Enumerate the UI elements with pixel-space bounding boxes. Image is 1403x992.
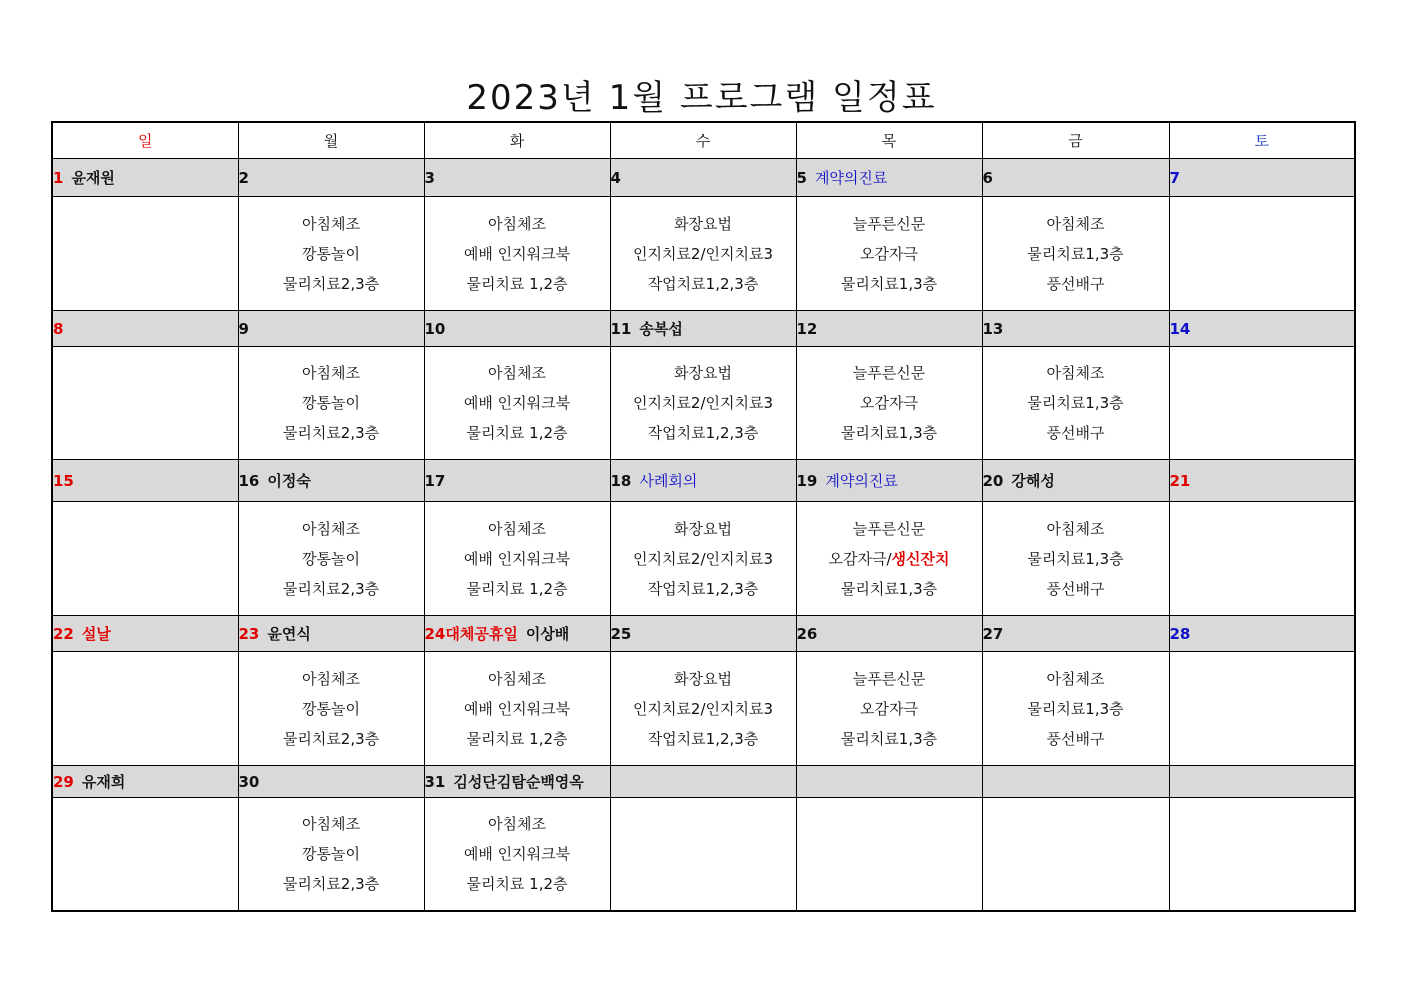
date-note: 이상배 — [525, 625, 570, 643]
activity-cell — [52, 798, 238, 912]
date-note: 사례회의 — [639, 472, 698, 490]
date-cell — [238, 616, 424, 652]
date-cell — [610, 766, 796, 798]
date-cell — [796, 311, 982, 347]
weekday-sun: 일 — [52, 122, 238, 159]
activity-item — [611, 664, 796, 694]
activity-item — [425, 694, 610, 724]
date-number: 3 — [424, 168, 435, 187]
activity-text: 풍선배구 — [1046, 729, 1105, 748]
activity-text: 화장요법 — [674, 669, 732, 688]
activity-item — [797, 358, 982, 388]
activity-item — [611, 239, 796, 269]
activity-item — [983, 724, 1169, 754]
date-cell — [796, 766, 982, 798]
activity-text: 예배 인지워크북 — [463, 394, 571, 412]
date-number: 17 — [424, 471, 446, 490]
birthday-party-label: 생신잔치 — [891, 549, 950, 568]
activity-item — [797, 724, 982, 754]
activity-item — [797, 388, 982, 418]
activity-item — [611, 574, 796, 604]
activity-text: 깡통놀이 — [302, 845, 360, 863]
activity-text: 아침체조 — [488, 364, 546, 382]
activity-item — [239, 694, 424, 724]
activity-text: 예배 인지워크북 — [463, 549, 571, 568]
activity-text: 아침체조 — [302, 669, 360, 688]
activity-item — [797, 664, 982, 694]
activity-text: 물리치료2,3층 — [282, 875, 380, 893]
activity-text: 풍선배구 — [1046, 274, 1105, 293]
activity-text: 아침체조 — [302, 519, 360, 538]
activity-item — [425, 209, 610, 239]
activity-cell — [238, 652, 424, 766]
weekday-fri: 금 — [982, 122, 1169, 159]
activity-text: 물리치료 1,2층 — [466, 729, 568, 748]
activity-item — [983, 694, 1169, 724]
date-number: 7 — [1169, 168, 1180, 187]
schedule-table — [51, 121, 1356, 912]
activity-item — [425, 809, 610, 839]
date-note: 계약의진료 — [825, 472, 898, 490]
activity-item — [425, 664, 610, 694]
activity-item — [983, 209, 1169, 239]
activity-item — [797, 209, 982, 239]
date-cell — [982, 159, 1169, 197]
date-number: 15 — [53, 471, 74, 490]
activity-cell — [796, 502, 982, 616]
date-cell — [982, 311, 1169, 347]
date-number: 13 — [982, 319, 1004, 338]
activity-text: 물리치료 1,2층 — [466, 424, 568, 442]
date-number: 8 — [53, 319, 64, 338]
activity-item — [239, 839, 424, 869]
activity-text: 깡통놀이 — [302, 699, 360, 718]
activity-cell — [796, 197, 982, 311]
date-number: 26 — [796, 624, 818, 643]
activity-cell — [52, 502, 238, 616]
date-number: 31 — [424, 773, 446, 791]
activity-text: 예배 인지워크북 — [463, 699, 571, 718]
activity-text: 늘푸른신문 — [852, 214, 926, 233]
date-number: 28 — [1169, 624, 1191, 643]
activity-cell — [1169, 347, 1355, 460]
activity-item — [611, 694, 796, 724]
activity-row — [52, 197, 1355, 311]
activity-text: 깡통놀이 — [302, 549, 360, 568]
weekday-header-row — [52, 122, 1355, 159]
date-cell — [610, 460, 796, 502]
date-cell — [52, 616, 238, 652]
date-note: 이정숙 — [267, 472, 311, 490]
date-cell — [424, 766, 610, 798]
weekday-sat: 토 — [1169, 122, 1355, 159]
date-note: 계약의진료 — [814, 169, 888, 187]
date-number: 12 — [796, 319, 818, 338]
weekday-thu: 목 — [796, 122, 982, 159]
activity-text: 물리치료 1,2층 — [466, 274, 568, 293]
activity-cell — [610, 197, 796, 311]
date-cell — [610, 311, 796, 347]
date-number: 10 — [424, 319, 446, 338]
date-number: 2 — [238, 168, 249, 187]
activity-text: 물리치료1,3층 — [1027, 549, 1124, 568]
date-cell — [796, 159, 982, 197]
activity-text: 아침체조 — [488, 214, 546, 233]
date-row — [52, 311, 1355, 347]
activity-item — [239, 239, 424, 269]
activity-text: 화장요법 — [674, 214, 732, 233]
date-row — [52, 460, 1355, 502]
activity-item — [611, 724, 796, 754]
activity-text: 아침체조 — [488, 815, 546, 833]
date-row — [52, 766, 1355, 798]
activity-item — [425, 724, 610, 754]
activity-cell — [982, 347, 1169, 460]
activity-cell — [424, 347, 610, 460]
activity-item — [239, 418, 424, 448]
date-cell — [52, 311, 238, 347]
activity-text: 인지치료2/인지치료3 — [632, 549, 774, 568]
activity-item — [797, 514, 982, 544]
activity-text: 오감자극 — [860, 394, 918, 412]
date-cell — [238, 460, 424, 502]
activity-item — [983, 269, 1169, 299]
activity-text: 물리치료1,3층 — [1027, 699, 1124, 718]
date-cell — [424, 311, 610, 347]
activity-text: 물리치료2,3층 — [282, 424, 380, 442]
activity-text: 작업치료1,2,3층 — [647, 729, 759, 748]
activity-text: 물리치료1,3층 — [840, 729, 938, 748]
activity-cell — [238, 502, 424, 616]
activity-text: 아침체조 — [488, 519, 546, 538]
activity-cell — [610, 347, 796, 460]
date-cell — [982, 460, 1169, 502]
activity-item — [797, 418, 982, 448]
activity-text: 오감자극 — [860, 244, 918, 263]
activity-cell — [1169, 798, 1355, 912]
activity-cell — [982, 798, 1169, 912]
activity-text: 인지치료2/인지치료3 — [632, 244, 774, 263]
activity-item — [611, 544, 796, 574]
activity-row — [52, 798, 1355, 912]
date-row — [52, 159, 1355, 197]
activity-text: 오감자극/ — [828, 549, 892, 568]
activity-item — [425, 388, 610, 418]
activity-text: 작업치료1,2,3층 — [647, 424, 759, 442]
activity-row — [52, 347, 1355, 460]
activity-item — [425, 514, 610, 544]
activity-item — [239, 514, 424, 544]
activity-item — [797, 239, 982, 269]
activity-text: 아침체조 — [302, 364, 360, 382]
activity-item — [983, 574, 1169, 604]
activity-item — [425, 869, 610, 899]
activity-text: 늘푸른신문 — [852, 364, 926, 382]
activity-cell — [238, 798, 424, 912]
date-number: 14 — [1169, 319, 1191, 338]
activity-text: 오감자극 — [860, 699, 918, 718]
activity-text: 물리치료2,3층 — [282, 729, 380, 748]
activity-cell — [1169, 652, 1355, 766]
activity-item — [611, 514, 796, 544]
date-cell — [982, 766, 1169, 798]
activity-text: 깡통놀이 — [302, 394, 360, 412]
activity-item — [797, 544, 982, 574]
activity-text: 예배 인지워크북 — [463, 845, 571, 863]
weekday-wed: 수 — [610, 122, 796, 159]
date-number: 23 — [238, 625, 260, 643]
activity-item — [983, 544, 1169, 574]
date-number: 9 — [238, 319, 249, 338]
date-number: 29 — [53, 773, 74, 791]
date-number: 30 — [238, 772, 260, 791]
activity-item — [239, 388, 424, 418]
activity-cell — [796, 798, 982, 912]
activity-cell — [982, 502, 1169, 616]
activity-text: 풍선배구 — [1046, 579, 1105, 598]
date-number: 22 — [53, 625, 74, 643]
date-cell — [424, 460, 610, 502]
activity-item — [425, 544, 610, 574]
date-number: 25 — [610, 624, 632, 643]
activity-item — [611, 358, 796, 388]
activity-text: 물리치료1,3층 — [840, 579, 938, 598]
date-note: 윤재원 — [71, 169, 115, 187]
date-cell — [610, 616, 796, 652]
date-note: 강해성 — [1011, 472, 1055, 490]
activity-text: 아침체조 — [1046, 214, 1105, 233]
activity-cell — [796, 347, 982, 460]
activity-cell — [52, 652, 238, 766]
date-cell — [796, 616, 982, 652]
activity-item — [239, 869, 424, 899]
activity-cell — [1169, 197, 1355, 311]
activity-cell — [610, 502, 796, 616]
date-number: 27 — [982, 624, 1004, 643]
activity-item — [797, 269, 982, 299]
activity-text: 아침체조 — [302, 214, 360, 233]
activity-item — [425, 839, 610, 869]
activity-cell — [610, 652, 796, 766]
activity-text: 풍선배구 — [1046, 424, 1105, 442]
activity-text: 화장요법 — [674, 519, 732, 538]
activity-text: 물리치료2,3층 — [282, 274, 380, 293]
activity-text: 깡통놀이 — [302, 244, 360, 263]
activity-cell — [1169, 502, 1355, 616]
activity-text: 물리치료1,3층 — [840, 424, 938, 442]
activity-text: 작업치료1,2,3층 — [647, 274, 759, 293]
activity-cell — [982, 197, 1169, 311]
date-number: 11 — [610, 320, 632, 338]
activity-text: 물리치료 1,2층 — [466, 579, 568, 598]
date-cell — [1169, 460, 1355, 502]
activity-text: 물리치료1,3층 — [1027, 244, 1124, 263]
activity-item — [239, 358, 424, 388]
activity-item — [425, 358, 610, 388]
activity-item — [239, 544, 424, 574]
date-note: 설날 — [81, 625, 111, 643]
activity-item — [983, 388, 1169, 418]
date-number: 20 — [982, 472, 1004, 490]
activity-item — [239, 809, 424, 839]
activity-cell — [238, 347, 424, 460]
activity-item — [983, 514, 1169, 544]
activity-item — [611, 269, 796, 299]
activity-item — [611, 388, 796, 418]
date-cell — [238, 766, 424, 798]
activity-text: 아침체조 — [488, 669, 546, 688]
activity-cell — [238, 197, 424, 311]
activity-item — [983, 358, 1169, 388]
activity-row — [52, 502, 1355, 616]
date-cell — [1169, 766, 1355, 798]
activity-cell — [52, 347, 238, 460]
activity-text: 인지치료2/인지치료3 — [632, 394, 774, 412]
date-note: 김성단김탐순백영옥 — [453, 773, 584, 791]
activity-text: 아침체조 — [1046, 519, 1105, 538]
date-note: 윤연식 — [267, 625, 311, 643]
activity-text: 늘푸른신문 — [852, 669, 926, 688]
activity-item — [425, 574, 610, 604]
activity-text: 물리치료 1,2층 — [466, 875, 568, 893]
activity-cell — [796, 652, 982, 766]
date-cell — [610, 159, 796, 197]
activity-item — [239, 209, 424, 239]
activity-text: 작업치료1,2,3층 — [647, 579, 759, 598]
activity-text: 물리치료1,3층 — [1027, 394, 1124, 412]
date-cell — [982, 616, 1169, 652]
date-number: 6 — [982, 168, 993, 187]
activity-text: 늘푸른신문 — [852, 519, 926, 538]
date-number: 16 — [238, 472, 260, 490]
date-cell — [1169, 616, 1355, 652]
activity-text: 아침체조 — [302, 815, 360, 833]
date-number: 24대체공휴일 — [424, 625, 518, 643]
date-number: 21 — [1169, 471, 1191, 490]
weekday-mon: 월 — [238, 122, 424, 159]
activity-item — [239, 269, 424, 299]
activity-cell — [982, 652, 1169, 766]
activity-text: 화장요법 — [674, 364, 732, 382]
activity-item — [239, 574, 424, 604]
activity-text: 인지치료2/인지치료3 — [632, 699, 774, 718]
date-number: 19 — [796, 472, 818, 490]
date-cell — [238, 311, 424, 347]
date-row — [52, 616, 1355, 652]
activity-cell — [424, 652, 610, 766]
activity-cell — [424, 502, 610, 616]
page-title: 2023년 1월 프로그램 일정표 — [466, 78, 937, 118]
activity-item — [425, 269, 610, 299]
activity-item — [983, 418, 1169, 448]
activity-item — [425, 239, 610, 269]
activity-item — [983, 239, 1169, 269]
date-cell — [52, 766, 238, 798]
activity-text: 예배 인지워크북 — [463, 244, 571, 263]
activity-row — [52, 652, 1355, 766]
date-cell — [424, 159, 610, 197]
activity-cell — [610, 798, 796, 912]
activity-cell — [52, 197, 238, 311]
activity-item — [611, 418, 796, 448]
date-cell — [52, 159, 238, 197]
activity-item — [611, 209, 796, 239]
date-number: 1 — [53, 169, 64, 187]
activity-item — [797, 694, 982, 724]
activity-item — [239, 664, 424, 694]
date-note: 송복섭 — [639, 320, 683, 338]
date-note: 유재희 — [81, 773, 126, 791]
date-cell — [796, 460, 982, 502]
activity-item — [983, 664, 1169, 694]
activity-cell — [424, 197, 610, 311]
activity-item — [797, 574, 982, 604]
activity-text: 물리치료1,3층 — [840, 274, 938, 293]
date-number: 18 — [610, 472, 632, 490]
date-cell — [424, 616, 610, 652]
date-cell — [52, 460, 238, 502]
date-cell — [1169, 159, 1355, 197]
activity-text: 아침체조 — [1046, 669, 1105, 688]
date-cell — [1169, 311, 1355, 347]
activity-cell — [424, 798, 610, 912]
date-cell — [238, 159, 424, 197]
activity-item — [425, 418, 610, 448]
date-number: 5 — [796, 169, 807, 187]
weekday-tue: 화 — [424, 122, 610, 159]
date-number: 4 — [610, 168, 621, 187]
activity-text: 물리치료2,3층 — [282, 579, 380, 598]
activity-text: 아침체조 — [1046, 364, 1105, 382]
activity-item — [239, 724, 424, 754]
